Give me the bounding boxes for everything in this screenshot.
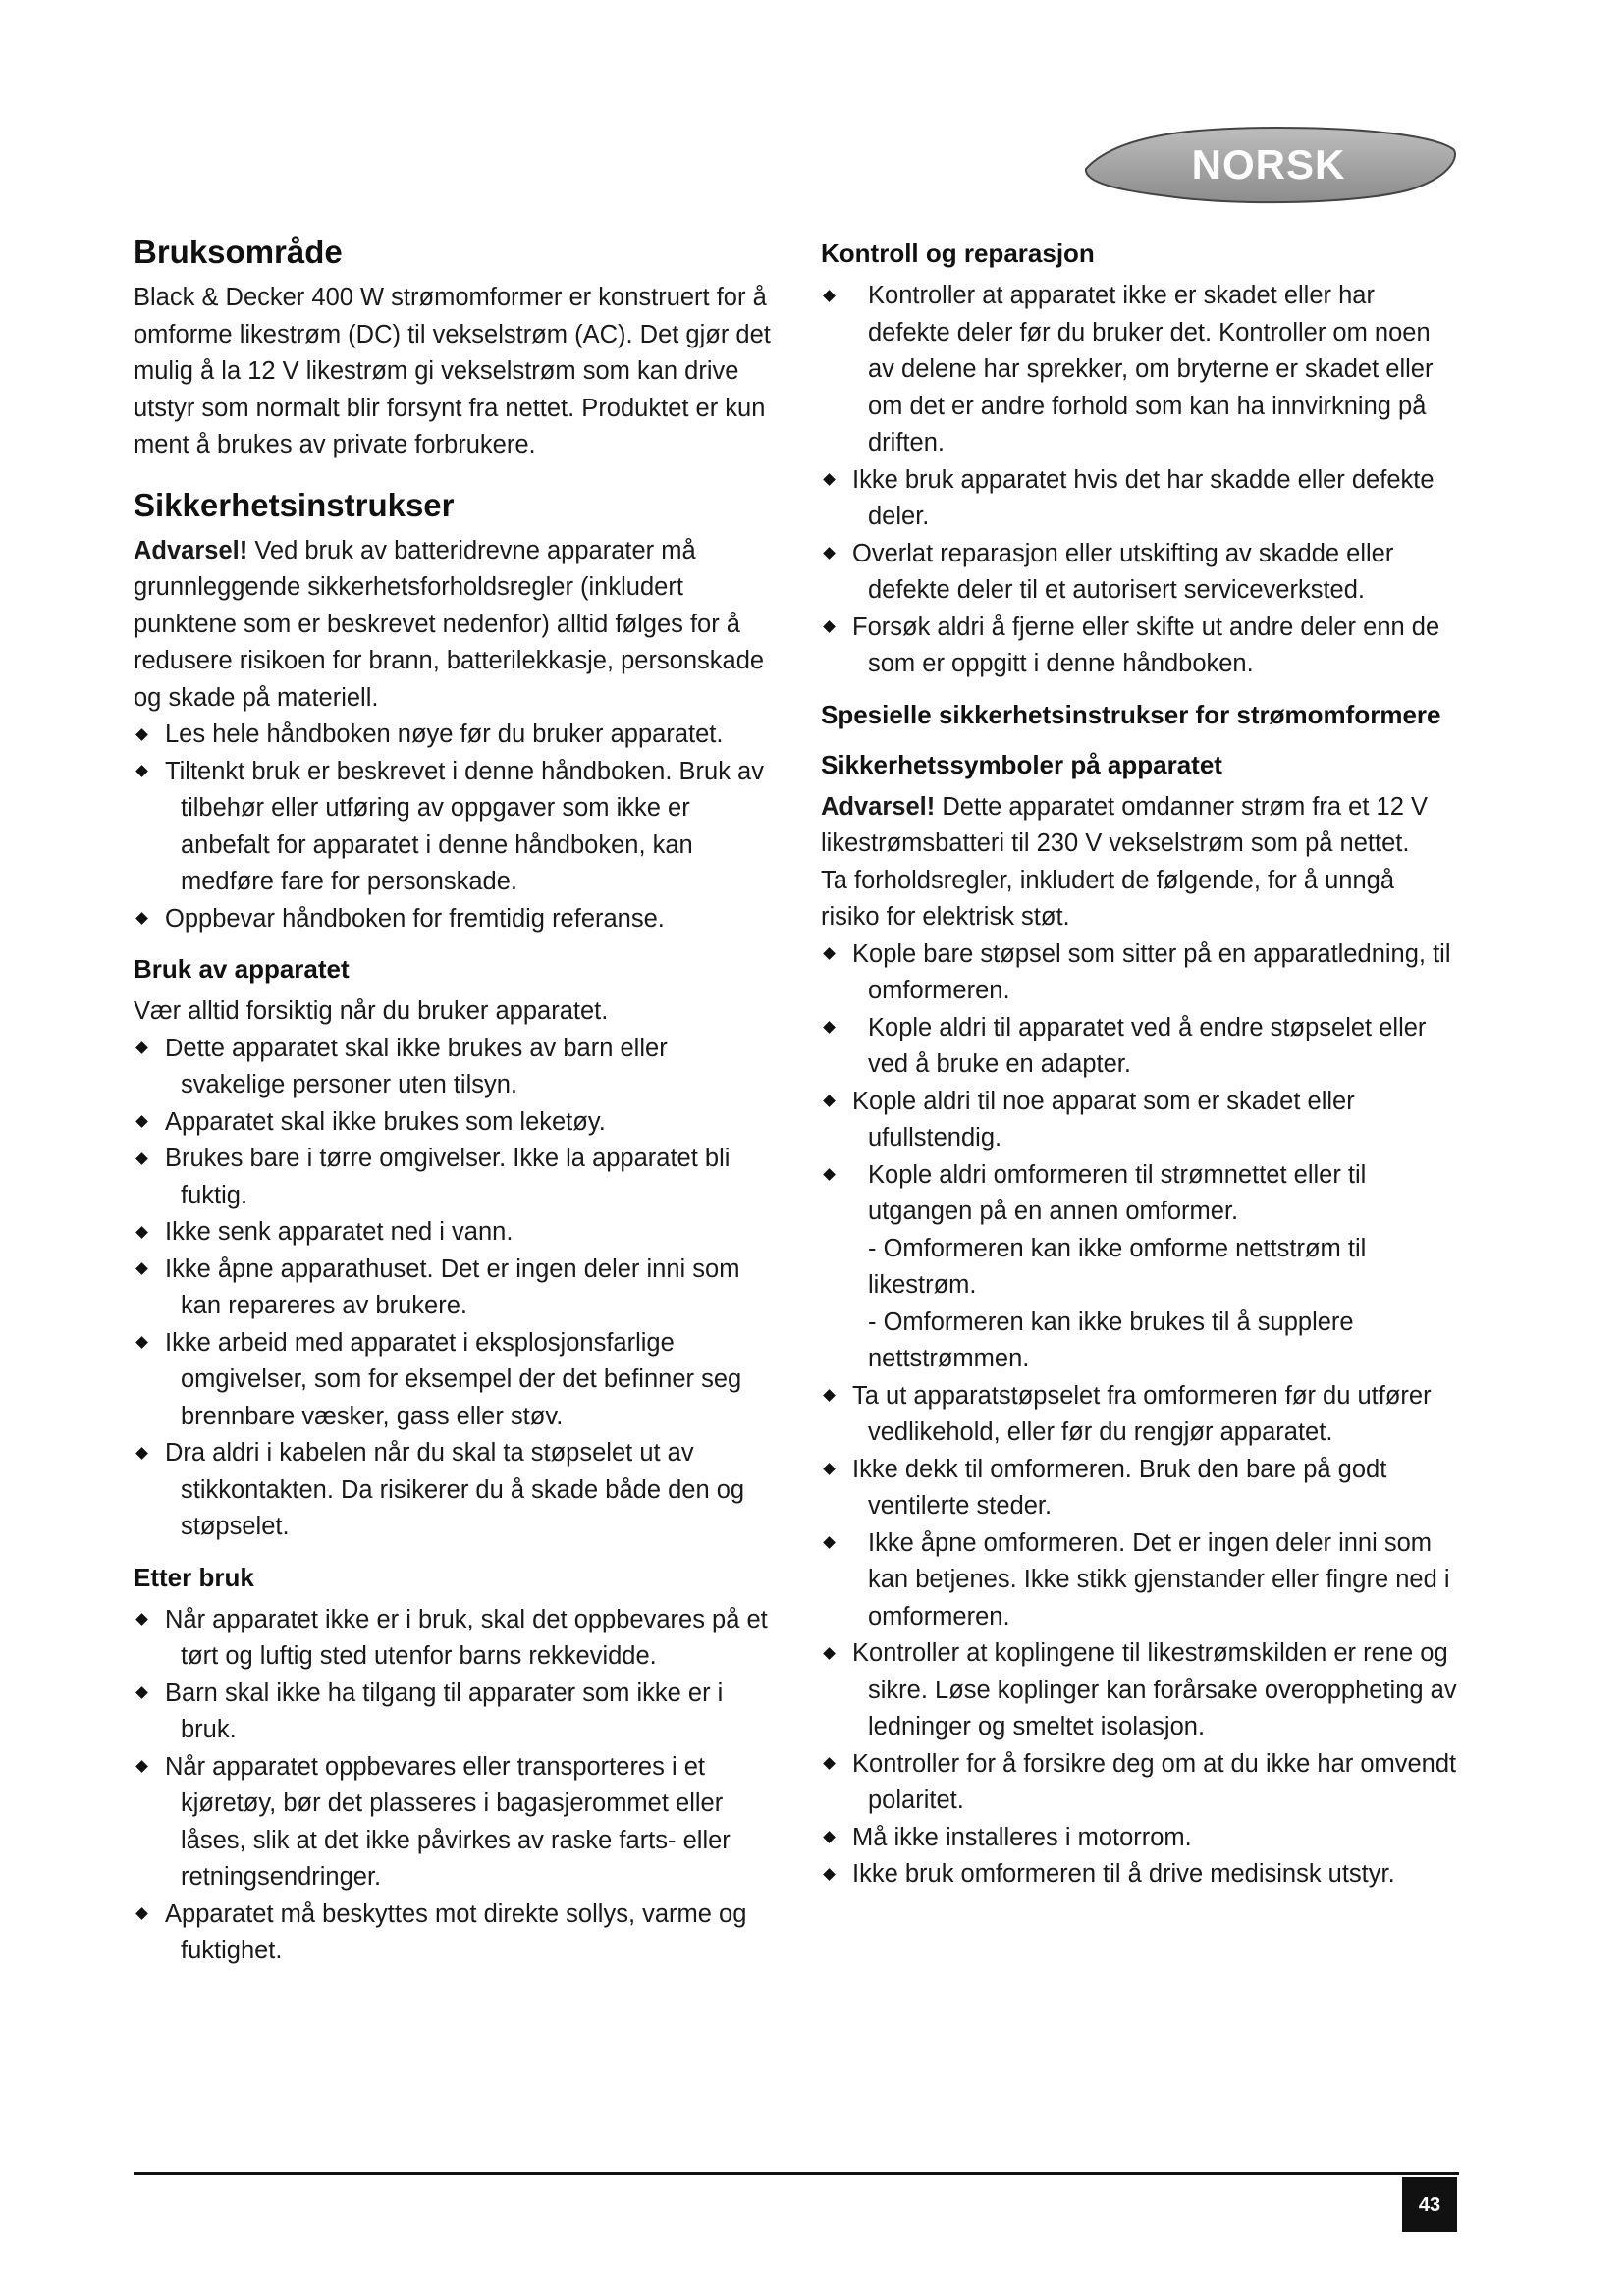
section-title-bruksomrade: Bruksområde bbox=[134, 234, 343, 270]
diamond-bullet-icon bbox=[134, 1224, 149, 1240]
diamond-bullet-icon bbox=[134, 1445, 149, 1461]
diamond-bullet-icon bbox=[134, 1759, 149, 1775]
paragraph-advarsel-omformer bbox=[821, 789, 1459, 863]
list-item: Ikke dekk til omformeren. Bruk den bare på godt ventilerte steder. bbox=[821, 1452, 1459, 1525]
list-item: Kontroller for å forsikre deg om at du ikke har omvendt polaritet. bbox=[821, 1746, 1459, 1820]
list-item: Forsøk aldri å fjerne eller skifte ut andre deler enn de som er oppgitt i denne håndboken. bbox=[821, 610, 1459, 683]
sub-item: - Omformeren kan ikke omforme nettstrøm til likestrøm. bbox=[868, 1234, 1367, 1299]
list-item: Ikke bruk omformeren til å drive medisinsk utstyr. bbox=[821, 1856, 1459, 1894]
diamond-bullet-icon bbox=[134, 911, 149, 927]
language-tab bbox=[1080, 126, 1457, 204]
list-item: Tiltenkt bruk er beskrevet i denne håndboken. Bruk av tilbehør eller utføring av oppgaver som ikke er anbefalt for apparatet i denne håndboken, kan medføre fare for personskade. bbox=[134, 754, 772, 901]
list-symboler-a bbox=[821, 936, 1459, 1231]
paragraph-forholdsregler: Ta forholdsregler, inkludert de følgende, for å unngå risiko for elektrisk støt. bbox=[821, 866, 1395, 931]
section-title-sikkerhetsinstrukser: Sikkerhetsinstrukser bbox=[134, 486, 455, 523]
paragraph-bruksomrade: Black & Decker 400 W strømomformer er konstruert for å omforme likestrøm (DC) til vekselstrøm (AC). Det gjør det mulig å la 12 V likestrøm gi vekselstrøm som kan drive utstyr som normalt blir forsynt fra nettet. Produktet er kun ment å brukes av private forbrukere. bbox=[134, 284, 771, 458]
diamond-bullet-icon bbox=[821, 619, 837, 635]
diamond-bullet-icon bbox=[134, 1335, 149, 1351]
list-item: Når apparatet ikke er i bruk, skal det oppbevares på et tørt og luftig sted utenfor barns rekkevidde. bbox=[134, 1602, 772, 1676]
paragraph-bruk: Vær alltid forsiktig når du bruker apparatet. bbox=[134, 997, 609, 1025]
diamond-bullet-icon bbox=[821, 1535, 837, 1551]
list-item: Dra aldri i kabelen når du skal ta støpselet ut av stikkontakten. Da risikerer du å skade både den og støpselet. bbox=[134, 1435, 772, 1546]
diamond-bullet-icon bbox=[821, 1462, 837, 1477]
diamond-bullet-icon bbox=[821, 1094, 837, 1109]
diamond-bullet-icon bbox=[134, 1906, 149, 1922]
list-item: Dette apparatet skal ikke brukes av barn eller svakelige personer uten tilsyn. bbox=[134, 1031, 772, 1104]
diamond-bullet-icon bbox=[134, 1150, 149, 1166]
left-column bbox=[134, 231, 772, 1970]
list-item: Når apparatet oppbevares eller transporteres i et kjøretøy, bør det plasseres i bagasjerommet eller låses, slik at det ikke påvirkes av raske farts- eller retningsendringer. bbox=[134, 1749, 772, 1896]
diamond-bullet-icon bbox=[134, 1114, 149, 1130]
list-item: Brukes bare i tørre omgivelser. Ikke la apparatet bli fuktig. bbox=[134, 1141, 772, 1214]
list-item: Ikke senk apparatet ned i vann. bbox=[134, 1214, 772, 1252]
list-item: Ikke åpne omformeren. Det er ingen deler inni som kan betjenes. Ikke stikk gjenstander eller fingre ned i omformeren. bbox=[821, 1525, 1459, 1636]
list-item: Apparatet skal ikke brukes som leketøy. bbox=[134, 1104, 772, 1142]
section-title-kontroll-og-reparasjon: Kontroll og reparasjon bbox=[821, 239, 1095, 268]
diamond-bullet-icon bbox=[821, 472, 837, 488]
footer-rule bbox=[134, 2172, 1459, 2175]
section-title-sikkerhetssymboler: Sikkerhetssymboler på apparatet bbox=[821, 749, 1222, 779]
list-item: Barn skal ikke ha tilgang til apparater som ikke er i bruk. bbox=[134, 1676, 772, 1749]
language-label: NORSK bbox=[1191, 141, 1346, 187]
right-column bbox=[821, 236, 1459, 1894]
paragraph-advarsel bbox=[134, 533, 772, 718]
diamond-bullet-icon bbox=[821, 946, 837, 962]
warning-label: Advarsel! bbox=[821, 792, 936, 821]
diamond-bullet-icon bbox=[821, 1866, 837, 1882]
list-item: Kople aldri til apparatet ved å endre støpselet eller ved å bruke en adapter. bbox=[821, 1010, 1459, 1084]
list-symboler-b bbox=[821, 1378, 1459, 1894]
diamond-bullet-icon bbox=[134, 1685, 149, 1701]
diamond-bullet-icon bbox=[821, 1167, 837, 1183]
diamond-bullet-icon bbox=[821, 1645, 837, 1661]
diamond-bullet-icon bbox=[821, 1388, 837, 1404]
section-title-bruk-av-apparatet: Bruk av apparatet bbox=[134, 954, 350, 984]
list-item: Ikke åpne apparathuset. Det er ingen deler inni som kan repareres av brukere. bbox=[134, 1252, 772, 1325]
diamond-bullet-icon bbox=[821, 1756, 837, 1772]
diamond-bullet-icon bbox=[821, 1020, 837, 1036]
list-etter-bruk bbox=[134, 1602, 772, 1970]
diamond-bullet-icon bbox=[821, 1830, 837, 1845]
list-item: Les hele håndboken nøye før du bruker apparatet. bbox=[134, 717, 772, 754]
warning-label: Advarsel! bbox=[134, 536, 248, 564]
list-item: Må ikke installeres i motorrom. bbox=[821, 1820, 1459, 1857]
diamond-bullet-icon bbox=[821, 546, 837, 561]
list-sikkerhet bbox=[134, 717, 772, 937]
warning-text: Ved bruk av batteridrevne apparater må grunnleggende sikkerhetsforholdsregler (inkludert punktene som er beskrevet nedenfor) alltid følges for å redusere risikoen for brann, batterilekkasje, personskade og skade på materiell. bbox=[134, 536, 765, 712]
diamond-bullet-icon bbox=[134, 1612, 149, 1628]
diamond-bullet-icon bbox=[134, 1261, 149, 1277]
diamond-bullet-icon bbox=[134, 764, 149, 779]
list-item: Oppbevar håndboken for fremtidig referanse. bbox=[134, 901, 772, 938]
list-item: Kontroller at apparatet ikke er skadet eller har defekte deler før du bruker det. Kontroller om noen av delene har sprekker, om bryterne er skadet eller om det er andre forhold som kan ha innvirkning på driften. bbox=[821, 278, 1459, 462]
diamond-bullet-icon bbox=[134, 726, 149, 742]
list-item: Ikke arbeid med apparatet i eksplosjonsfarlige omgivelser, som for eksempel der det befinner seg brennbare væsker, gass eller støv. bbox=[134, 1325, 772, 1436]
list-bruk bbox=[134, 1031, 772, 1546]
diamond-bullet-icon bbox=[821, 288, 837, 303]
section-title-etter-bruk: Etter bruk bbox=[134, 1562, 254, 1592]
page-number: 43 bbox=[1402, 2177, 1457, 2232]
list-item: Kople aldri omformeren til strømnettet eller til utgangen på en annen omformer. bbox=[821, 1157, 1459, 1231]
list-item: Ikke bruk apparatet hvis det har skadde eller defekte deler. bbox=[821, 462, 1459, 536]
list-item: Apparatet må beskyttes mot direkte sollys, varme og fuktighet. bbox=[134, 1896, 772, 1970]
list-item: Ta ut apparatstøpselet fra omformeren før du utfører vedlikehold, eller før du rengjør apparatet. bbox=[821, 1378, 1459, 1452]
list-item: Kople bare støpsel som sitter på en apparatledning, til omformeren. bbox=[821, 936, 1459, 1010]
list-item: Overlat reparasjon eller utskifting av skadde eller defekte deler til et autorisert serviceverksted. bbox=[821, 536, 1459, 610]
section-title-spesielle-sikkerhetsinstrukser: Spesielle sikkerhetsinstrukser for strømomformere bbox=[821, 699, 1441, 729]
warning-text: Dette apparatet omdanner strøm fra et 12 V likestrømsbatteri til 230 V vekselstrøm som på nettet. bbox=[821, 792, 1428, 857]
list-item: Kontroller at koplingene til likestrømskilden er rene og sikre. Løse koplinger kan forårsake overoppheting av ledninger og smeltet isolasjon. bbox=[821, 1635, 1459, 1746]
list-item: Kople aldri til noe apparat som er skadet eller ufullstendig. bbox=[821, 1084, 1459, 1157]
sub-item: - Omformeren kan ikke brukes til å supplere nettstrømmen. bbox=[868, 1308, 1354, 1372]
list-kontroll bbox=[821, 278, 1459, 683]
diamond-bullet-icon bbox=[134, 1041, 149, 1056]
